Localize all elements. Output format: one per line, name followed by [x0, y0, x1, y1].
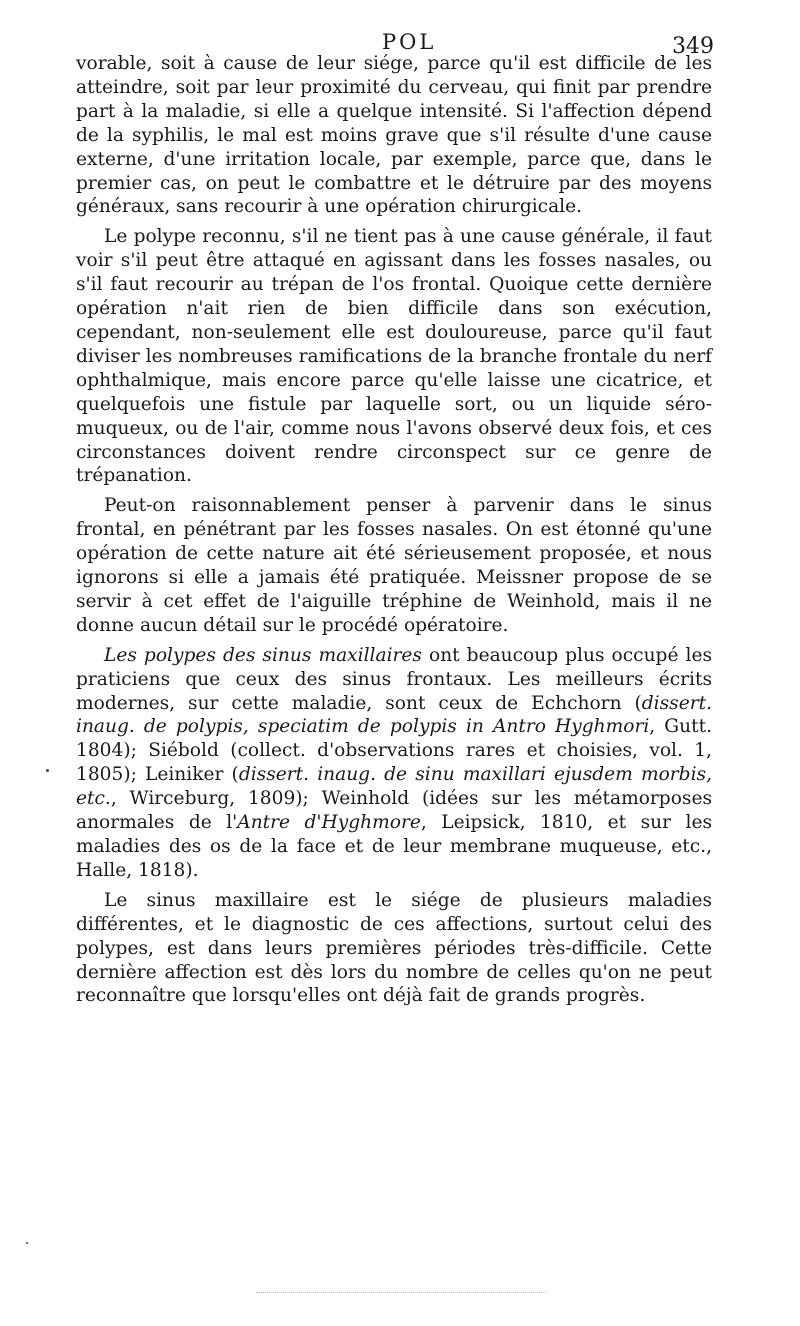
paragraph-2: Le polype reconnu, s'il ne tient pas à une cause générale, il faut voir s'il peut être attaqué en agissant dans les fosses nasales, ou s'il faut recourir au trépan de l'os frontal. Quoique cette dernière opération n'ait rien de bien difficile dans son exécution, cependant, non-seulement elle est douloureuse, parce qu'il faut diviser les nombreuses ramifications de la branche frontale du nerf ophthalmique, mais encore parce qu'elle laisse une cicatrice, et quelquefois une fistule par laquelle sort, ou un liquide séro-muqueux, ou de l'air, comme nous l'avons observé deux fois, et ces circonstances doivent rendre circonspect sur ce genre de trépanation. — [76, 226, 712, 487]
paragraph-4 — [76, 644, 712, 883]
italic-citation-1: dissert. inaug. de polypis, speciatim de polypis in Antro Hyghmori — [76, 692, 712, 738]
margin-mark — [46, 769, 49, 772]
para4-text-4: , Leipsick, 1810, et sur les maladies des os de la face et de leur membrane muqueuse, etc., Halle, 1818). — [76, 812, 712, 881]
running-title: POL — [382, 30, 437, 54]
italic-intro: Les polypes des sinus maxillaires — [104, 644, 422, 666]
page-number: 349 — [672, 34, 714, 59]
body-text — [76, 52, 712, 1014]
para4-text-3: , Wirceburg, 1809); Weinhold (idées sur les métamorposes anormales de l' — [76, 788, 712, 834]
margin-mark — [26, 1242, 28, 1244]
para4-text-2: , Gutt. 1804); Siébold (collect. d'observations rares et choisies, vol. 1, 1805); Leiniker ( — [76, 716, 712, 786]
paragraph-1: vorable, soit à cause de leur siége, parce qu'il est difficile de les atteindre, soit par leur proximité du cerveau, qui finit par prendre part à la maladie, si elle a quelque intensité. Si l'affection dépend de la syphilis, le mal est moins grave que s'il résulte d'une cause externe, d'une irritation locale, par exemple, parce que, dans le premier cas, on peut le combattre et le détruire par des moyens généraux, sans recourir à une opération chirurgicale. — [76, 53, 712, 218]
italic-citation-2: dissert. inaug. de sinu maxillari ejusdem morbis, etc. — [76, 764, 712, 810]
para4-text-1: ont beaucoup plus occupé les praticiens que ceux des sinus frontaux. Les meilleurs écrits modernes, sur cette maladie, sont ceux de Echchorn ( — [76, 644, 712, 714]
bottom-rule — [256, 1292, 546, 1293]
paragraph-3: Peut-on raisonnablement penser à parvenir dans le sinus frontal, en pénétrant par les fosses nasales. On est étonné qu'une opération de cette nature ait été sérieusement proposée, et nous ignorons si elle a jamais été pratiquée. Meissner propose de se servir à cet effet de l'aiguille tréphine de Weinhold, mais il ne donne aucun détail sur le procédé opératoire. — [76, 495, 712, 636]
italic-citation-3: Antre d'Hyghmore — [237, 812, 421, 834]
paragraph-5: Le sinus maxillaire est le siége de plusieurs maladies différentes, et le diagnostic de ces affections, surtout celui des polypes, est dans leurs premières périodes très-difficile. Cette dernière affection est dès lors du nombre de celles qu'on ne peut reconnaître que lorsqu'elles ont déjà fait de grands progrès. — [76, 889, 712, 1007]
